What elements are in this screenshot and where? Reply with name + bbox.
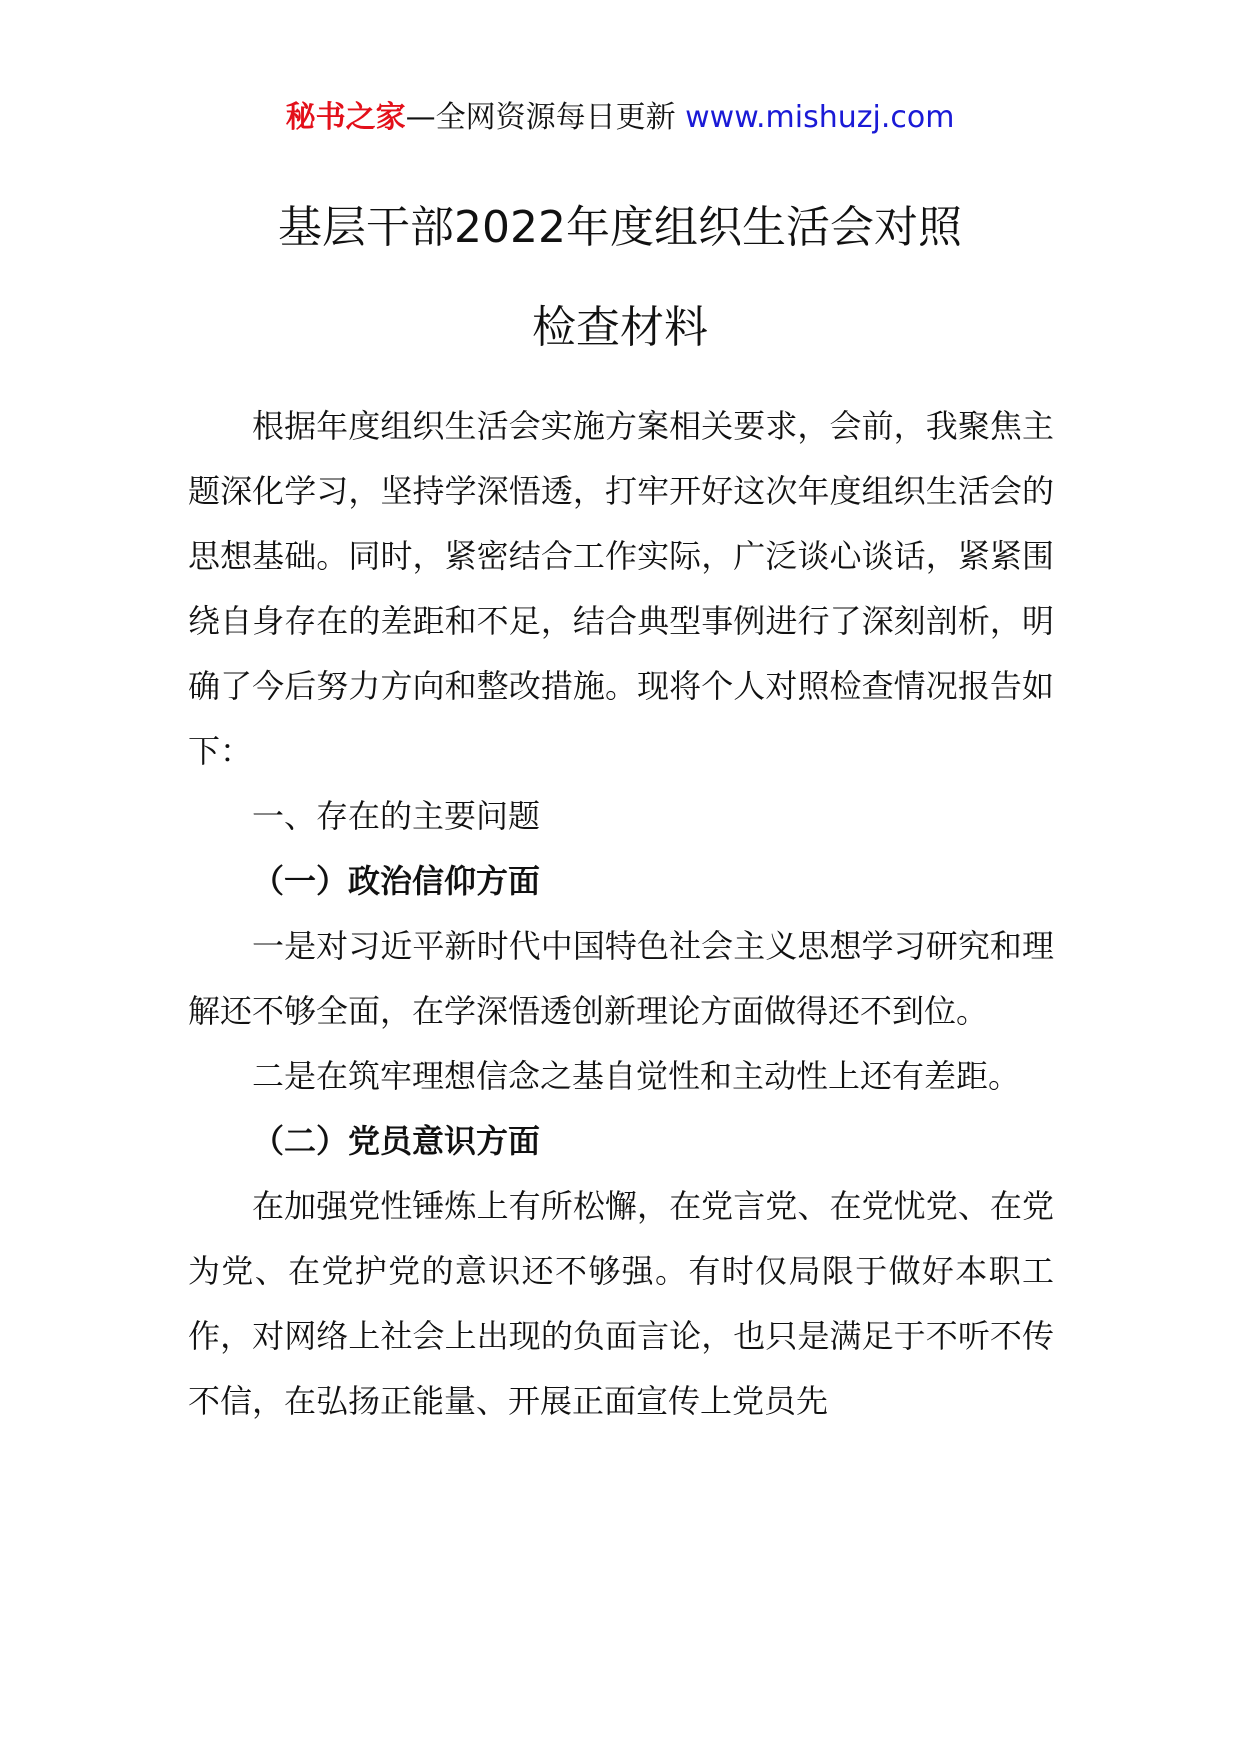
political-point-2: 二是在筑牢理想信念之基自觉性和主动性上还有差距。 xyxy=(252,1057,1021,1095)
site-header xyxy=(0,98,1240,138)
party-awareness-paragraph: 在加强党性锤炼上有所松懈，在党言党、在党忧党、在党为党、在党护党的意识还不够强。有时仅局限于做好本职工作，对网络上社会上出现的负面言论，也只是满足于不听不传不信，在弘扬正能量、开展正面宣传上党员先 xyxy=(188,1187,1054,1420)
document-body xyxy=(188,394,1054,1434)
document-title-line-2: 检查材料 xyxy=(532,302,708,353)
document-title-line-1: 基层干部2022年度组织生活会对照 xyxy=(278,202,962,253)
subsection-heading-party-awareness: （二）党员意识方面 xyxy=(252,1122,541,1160)
intro-paragraph: 根据年度组织生活会实施方案相关要求，会前，我聚焦主题深化学习，坚持学深悟透，打牢开好这次年度组织生活会的思想基础。同时，紧密结合工作实际，广泛谈心谈话，紧紧围绕自身存在的差距和不足，结合典型事例进行了深刻剖析，明确了今后努力方向和整改措施。现将个人对照检查情况报告如下： xyxy=(188,407,1054,770)
site-url-link[interactable]: www.mishuzj.com xyxy=(685,100,955,135)
subsection-heading-political-belief: （一）政治信仰方面 xyxy=(252,862,541,900)
political-point-1: 一是对习近平新时代中国特色社会主义思想学习研究和理解还不够全面，在学深悟透创新理论方面做得还不到位。 xyxy=(188,927,1054,1030)
section-heading-problems: 一、存在的主要问题 xyxy=(252,797,541,835)
header-tagline: —全网资源每日更新 xyxy=(405,100,676,135)
brand-name: 秘书之家 xyxy=(285,100,406,135)
